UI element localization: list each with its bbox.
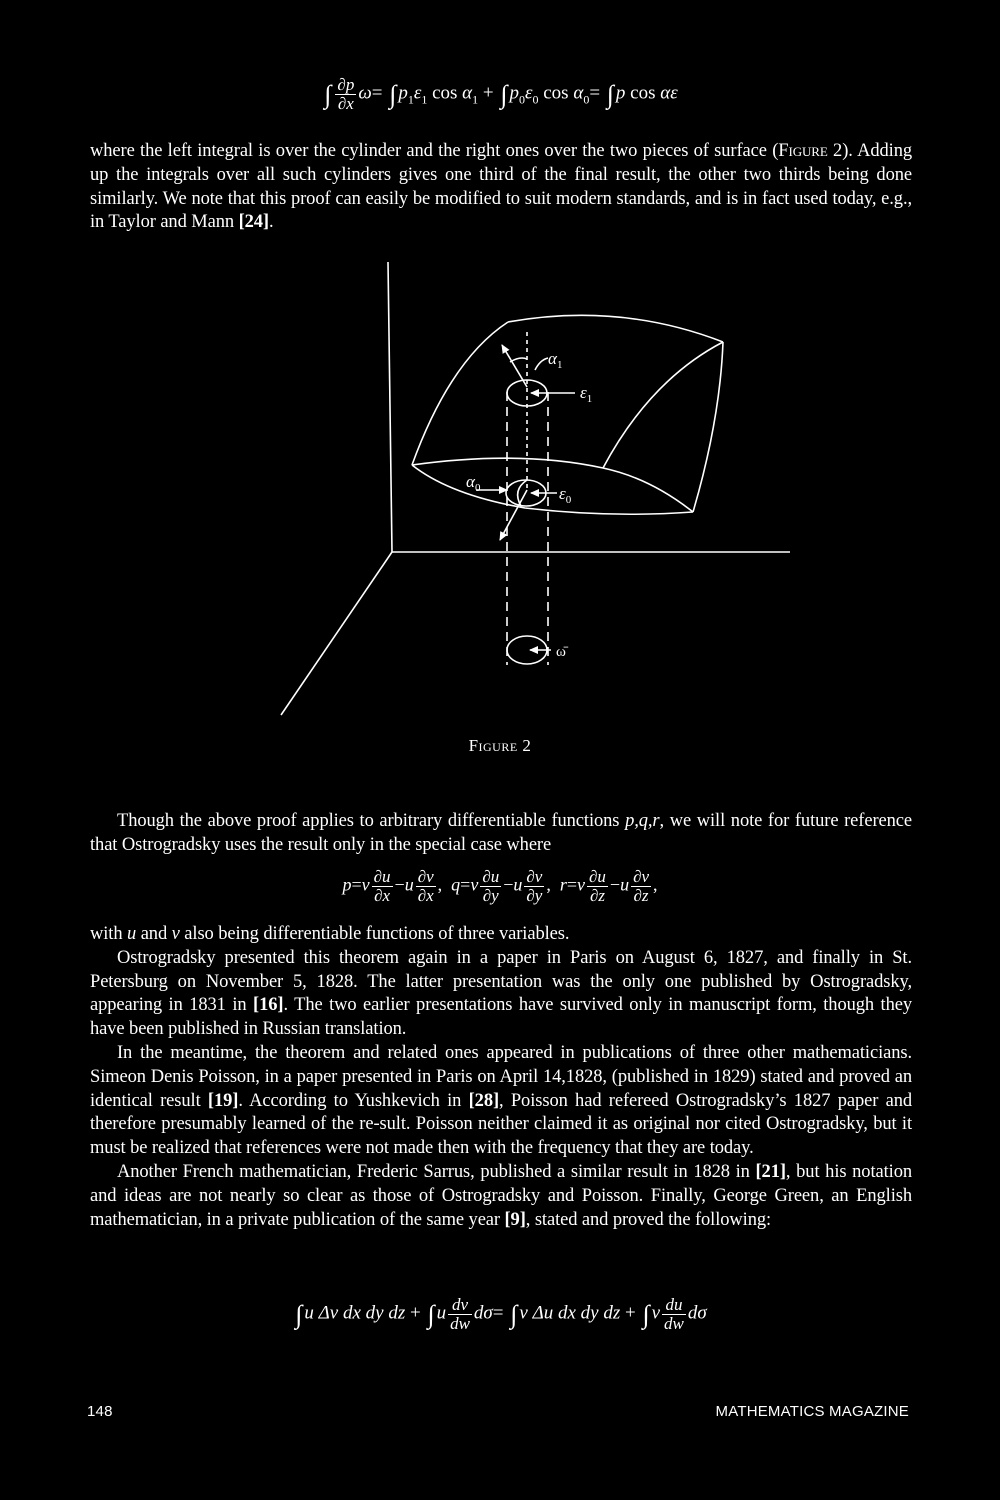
- dsigma: dσ: [473, 1302, 493, 1324]
- epsilon-symbol: ε: [413, 82, 422, 104]
- u-symbol: u: [620, 874, 630, 895]
- equals-sign: =: [589, 82, 601, 104]
- upper-surface-right-edge: [693, 342, 723, 512]
- normal-vector-bottom: [500, 490, 527, 540]
- fraction-dv-dz: [631, 868, 651, 905]
- numerator: dv: [448, 1296, 472, 1315]
- alpha-symbol: α: [573, 82, 584, 104]
- text: 2). Adding up the integrals over all such cylinders gives one third of the final result, the other two thirds being done similarly. We note that this proof can easily be modified to suit modern standards, and is in fact used today, e.g., in Taylor and Mann: [90, 141, 912, 233]
- integral-sign: ∫: [324, 79, 332, 109]
- text: , we will note for future reference that Ostrogradsky uses the result only in the special case where: [90, 811, 912, 855]
- numerator: ∂v: [526, 867, 543, 886]
- text: , stated and proved the following:: [525, 1209, 772, 1230]
- upper-surface-inner-curve: [603, 342, 723, 468]
- text: , Poisson had refereed Ostrogradsky’s 1827 paper and therefore presumably learned of the re-sult. Poisson neither claimed it as original nor cited Ostrogradsky, but it must be realized that references were not made then with the frequency that they are today.: [90, 1090, 913, 1159]
- equals-sign: =: [371, 82, 383, 104]
- equals-sign: =: [460, 874, 471, 895]
- citation-9: [9]: [504, 1209, 526, 1230]
- denominator: ∂x: [337, 93, 354, 113]
- citation-28: [28]: [468, 1090, 500, 1111]
- lower-surface-top-edge: [412, 458, 693, 512]
- fraction-du-dy: [480, 868, 501, 905]
- alpha0-label: $\alpha_0$: [466, 472, 481, 494]
- plus-sign: +: [625, 1302, 636, 1324]
- epsilon0-label: $\varepsilon_0$: [559, 484, 572, 506]
- citation-16: [16]: [253, 995, 284, 1016]
- p-symbol: p: [509, 82, 519, 104]
- body-text-history: [90, 923, 912, 1232]
- denominator: ∂y: [526, 885, 543, 905]
- fraction-dp-dx: [335, 76, 356, 113]
- text: . According to Yushkevich in: [238, 1090, 469, 1111]
- denominator: ∂y: [482, 885, 499, 905]
- v-symbol: v: [470, 874, 479, 895]
- integral-sign: ∫: [427, 1299, 435, 1329]
- fraction-dv-dy: [524, 868, 544, 905]
- integral-sign: ∫: [606, 79, 614, 109]
- r-symbol: r: [559, 874, 567, 895]
- v-symbol: v: [361, 874, 370, 895]
- integral-sign: ∫: [500, 79, 508, 109]
- epsilon-symbol: ε: [525, 82, 533, 104]
- citation-21: [21]: [755, 1161, 786, 1182]
- v-symbol: v: [577, 874, 585, 895]
- numerator: ∂v: [633, 867, 650, 886]
- subscript: 0: [583, 92, 590, 107]
- u-symbol: u: [404, 874, 414, 895]
- journal-name: MATHEMATICS MAGAZINE: [715, 1403, 909, 1420]
- epsilon1-label: $\varepsilon_1$: [580, 383, 593, 405]
- paragraph-ostrogradsky: [90, 947, 912, 1042]
- integral-sign: ∫: [389, 79, 397, 109]
- figure-reference: Figure: [778, 141, 828, 161]
- alpha1-angle-arc: [510, 358, 527, 362]
- alpha-symbol: α: [462, 82, 473, 104]
- normal-vector-top: [502, 345, 527, 387]
- subscript: 1: [421, 92, 428, 107]
- p-symbol: p: [615, 82, 626, 104]
- minus-sign: −: [503, 874, 514, 895]
- cos-function: cos: [432, 82, 458, 104]
- comma: ,: [653, 874, 658, 895]
- minus-sign: −: [609, 874, 621, 895]
- text: , but his notation and ideas are not nearly so clear as those of Ostrogradsky and Poisson. Finally, George Green, an English mathematician, in a private publication of the same year: [90, 1161, 912, 1230]
- p-symbol: p: [398, 82, 408, 104]
- equation-pqr: [0, 868, 1000, 905]
- citation-19: [19]: [207, 1090, 239, 1111]
- equals-sign: =: [492, 1302, 504, 1324]
- q-symbol: q: [451, 874, 461, 895]
- minus-sign: −: [394, 874, 405, 895]
- text: where the left integral is over the cylinder and the right ones over the two pieces of surface (: [90, 141, 779, 161]
- text: Another French mathematician, Frederic Sarrus, published a similar result in 1828 in: [117, 1161, 756, 1182]
- fraction-du-dw: [662, 1296, 686, 1333]
- fraction-du-dx: [372, 868, 393, 905]
- numerator: ∂u: [373, 867, 391, 886]
- plus-sign: +: [482, 82, 494, 104]
- lower-surface-bottom-edge: [412, 465, 693, 514]
- denominator: dw: [664, 1313, 684, 1333]
- subscript: 0: [519, 92, 525, 107]
- denominator: ∂x: [374, 885, 391, 905]
- upper-surface-left-edge: [412, 322, 508, 465]
- denominator: ∂x: [417, 885, 434, 905]
- paragraph-poisson: [90, 1042, 912, 1161]
- z-axis: [388, 262, 392, 552]
- subscript: 1: [472, 92, 479, 107]
- equals-sign: =: [566, 874, 577, 895]
- x-axis: [281, 552, 392, 715]
- omega-bar-label: ω̄: [556, 644, 566, 660]
- upper-surface-top-edge: [508, 315, 723, 342]
- fraction-du-dz: [587, 868, 608, 905]
- text: also being differentiable functions of three variables.: [179, 924, 570, 944]
- integral-sign: ∫: [510, 1299, 518, 1329]
- term-u-laplacian-v: u Δv dx dy dz: [304, 1302, 406, 1324]
- alpha-epsilon-symbols: αε: [660, 82, 678, 104]
- numerator: ∂u: [589, 867, 606, 886]
- integral-sign: ∫: [295, 1299, 303, 1329]
- paragraph-uv-note: [90, 923, 912, 947]
- text: .: [268, 212, 274, 233]
- citation-24: [24]: [238, 212, 269, 233]
- subscript: 0: [532, 92, 539, 107]
- text: Ostrogradsky presented this theorem again in a paper in Paris on August 6, 1827, and finally in St. Petersburg on November 5, 1828. The latter presentation was the only one published by Ostrogradsky, appearing in 1831 in: [90, 947, 912, 1016]
- page-number: 148: [87, 1403, 113, 1420]
- numerator: du: [662, 1296, 686, 1315]
- cos-function: cos: [630, 82, 656, 104]
- term-v-laplacian-u: v Δu dx dy dz: [519, 1302, 621, 1324]
- text: and: [136, 924, 172, 944]
- numerator: ∂u: [482, 867, 500, 886]
- text: In the meantime, the theorem and related ones appeared in publications of three other mathematicians. Simeon Denis Poisson, in a paper presented in Paris on April 14,1828, (published in 1829) stated and proved an identical result: [90, 1042, 912, 1111]
- v-symbol: v: [171, 924, 180, 944]
- omega-symbol: ω: [358, 82, 372, 104]
- paragraph-sarrus-green: [90, 1161, 912, 1232]
- denominator: ∂z: [589, 885, 605, 905]
- alpha1-label: $\alpha_1$: [548, 349, 563, 371]
- equals-sign: =: [351, 874, 362, 895]
- variables-pqr: p,q,r: [625, 811, 660, 831]
- fraction-dv-dx: [416, 868, 436, 905]
- paragraph-special-case: [90, 810, 912, 858]
- p-symbol: p: [342, 874, 352, 895]
- dsigma: dσ: [687, 1302, 707, 1324]
- comma: ,: [546, 874, 551, 895]
- numerator: ∂p: [337, 75, 355, 94]
- paragraph-proof-description: [90, 140, 912, 235]
- text: Though the above proof applies to arbitrary differentiable functions: [117, 811, 626, 831]
- text: . The two earlier presentations have survived only in manuscript form, though they have been published in Russian translation.: [90, 995, 912, 1040]
- integral-sign: ∫: [642, 1299, 650, 1329]
- denominator: dw: [450, 1313, 470, 1333]
- fraction-dv-dw: [448, 1296, 472, 1333]
- u-symbol: u: [513, 874, 523, 895]
- v-symbol: v: [651, 1302, 661, 1324]
- denominator: ∂z: [633, 885, 649, 905]
- alpha1-leader: [535, 358, 548, 370]
- subscript: 1: [407, 92, 414, 107]
- u-symbol: u: [127, 924, 137, 944]
- u-symbol: u: [436, 1302, 447, 1324]
- figure-caption: Figure 2: [468, 736, 532, 755]
- numerator: ∂v: [417, 867, 434, 886]
- figure-2-diagram: [0, 250, 1000, 730]
- text: with: [90, 924, 128, 944]
- plus-sign: +: [409, 1302, 421, 1324]
- equation-divergence-cylinder: [0, 76, 1000, 113]
- cos-function: cos: [543, 82, 569, 104]
- equation-green-identity: [0, 1296, 1000, 1333]
- comma: ,: [437, 874, 443, 895]
